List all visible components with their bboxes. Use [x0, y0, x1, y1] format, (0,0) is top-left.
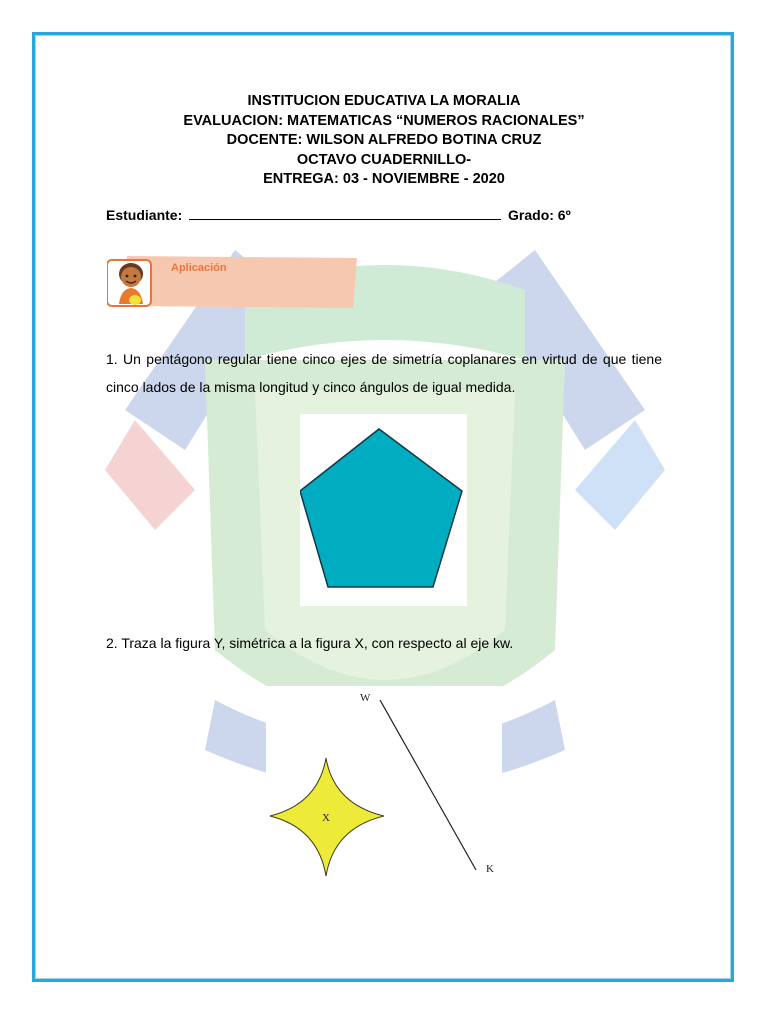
axis-label-w: W	[360, 692, 371, 704]
document-header	[0, 92, 768, 190]
banner-label: Aplicación	[171, 262, 227, 274]
symmetry-figure-box	[266, 686, 502, 886]
student-line	[106, 207, 571, 223]
star-label-x: X	[322, 812, 330, 824]
student-name-blank[interactable]	[189, 207, 501, 220]
pentagon-figure-box	[300, 414, 467, 606]
axis-label-k: K	[486, 863, 494, 875]
question-1: 1. Un pentágono regular tiene cinco ejes de simetría coplanares en virtud de que tiene cinco lados de la misma longitud y cinco ángulos de igual medida.	[106, 351, 662, 395]
symmetry-axis-kw	[380, 700, 476, 870]
teacher-name: DOCENTE: WILSON ALFREDO BOTINA CRUZ	[226, 132, 542, 148]
delivery-date: ENTREGA: 03 - NOVIEMBRE - 2020	[263, 171, 505, 187]
pentagon-figure	[300, 414, 467, 606]
application-banner	[107, 254, 359, 310]
evaluation-title: EVALUACION: MATEMATICAS “NUMEROS RACIONALES”	[183, 112, 585, 129]
student-label: Estudiante:	[106, 207, 183, 223]
booklet-title: OCTAVO CUADERNILLO-	[296, 151, 472, 168]
symmetry-figure	[266, 686, 502, 886]
grade-label: Grado: 6º	[508, 207, 571, 223]
question-2: 2. Traza la figura Y, simétrica a la figura X, con respecto al eje kw.	[106, 635, 514, 651]
institution-title: INSTITUCION EDUCATIVA LA MORALIA	[247, 93, 521, 109]
